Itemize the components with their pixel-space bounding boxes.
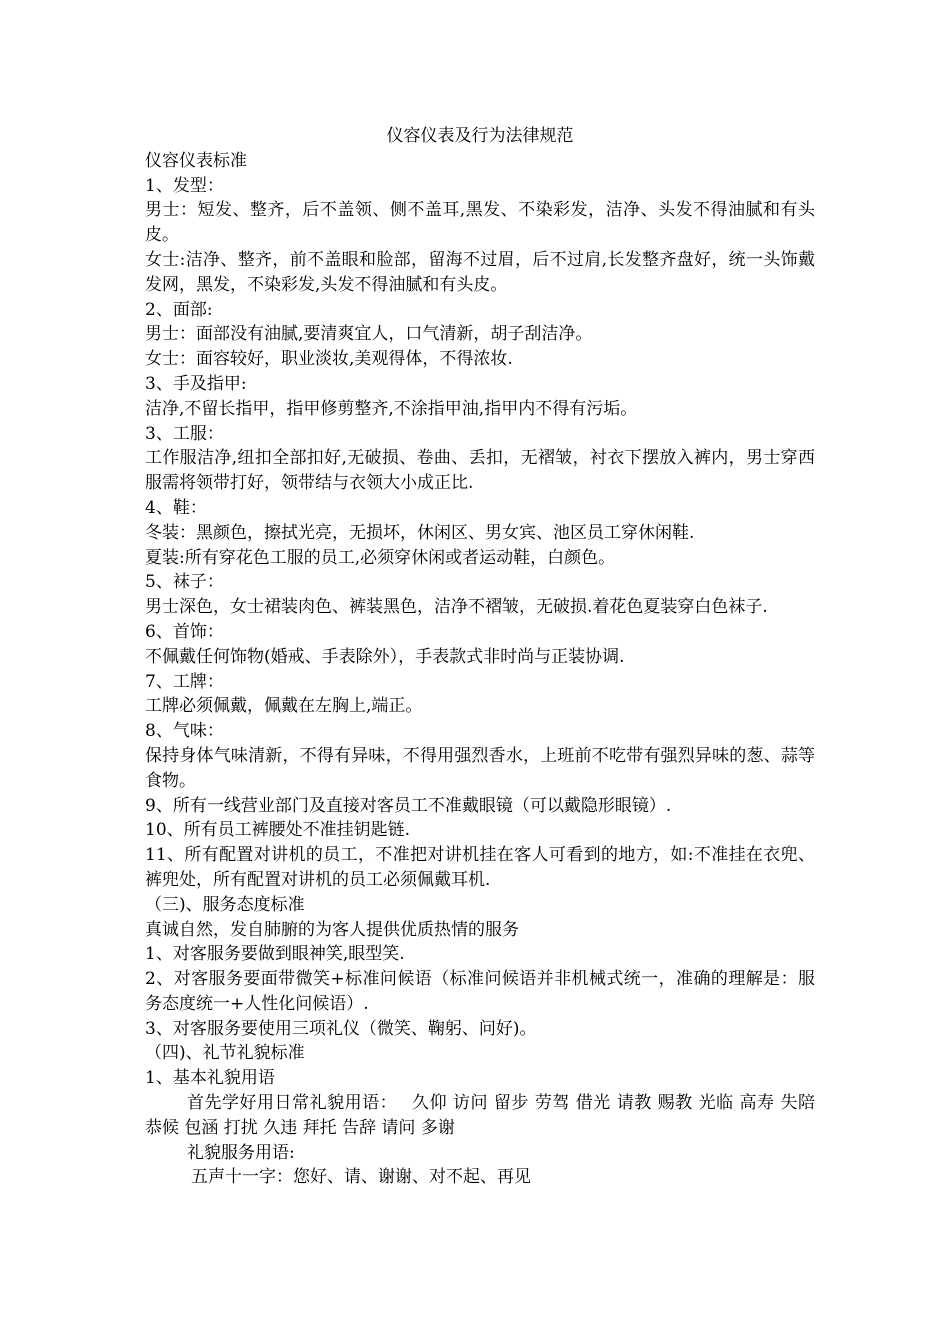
paragraph: 工作服洁净,纽扣全部扣好,无破损、卷曲、丢扣，无褶皱，衬衣下摆放入裤内，男士穿西服需将领带打好，领带结与衣领大小成正比.: [145, 448, 815, 494]
paragraph: 女士:洁净、整齐，前不盖眼和脸部，留海不过眉，后不过肩,长发整齐盘好，统一头饰戴发网，黑发，不染彩发,头发不得油腻和有头皮。: [145, 249, 815, 295]
item-heading: 3、手及指甲:: [145, 373, 247, 394]
paragraph: 洁净,不留长指甲，指甲修剪整齐,不涂指甲油,指甲内不得有污垢。: [145, 398, 638, 419]
paragraph: 女士：面容较好，职业淡妆,美观得体，不得浓妆.: [145, 349, 513, 370]
item-heading: 1、基本礼貌用语: [145, 1068, 275, 1089]
paragraph: 3、对客服务要使用三项礼仪（微笑、鞠躬、问好)。: [145, 1018, 537, 1039]
item-heading: 6、首饰：: [145, 621, 224, 642]
section-heading: 仪容仪表标准: [145, 150, 247, 171]
service-words-heading: 礼貌服务用语:: [187, 1142, 295, 1163]
paragraph: 夏装:所有穿花色工服的员工,必须穿休闲或者运动鞋，白颜色。: [145, 547, 616, 568]
paragraph: 9、所有一线营业部门及直接对客员工不准戴眼镜（可以戴隐形眼镜）.: [145, 795, 672, 816]
item-heading: 8、气味：: [145, 721, 224, 742]
section-heading: （四)、礼节礼貌标准: [145, 1043, 305, 1064]
item-heading: 7、工牌：: [145, 671, 224, 692]
paragraph: 不佩戴任何饰物(婚戒、手表除外），手表款式非时尚与正装协调.: [145, 646, 625, 667]
five-words-paragraph: 五声十一字：您好、请、谢谢、对不起、再见: [191, 1167, 531, 1188]
document-title: 仪容仪表及行为法律规范: [386, 126, 574, 146]
paragraph: 冬装：黑颜色，擦拭光亮，无损坏，休闲区、男女宾、池区员工穿休闲鞋.: [145, 522, 695, 543]
paragraph: 11、所有配置对讲机的员工，不准把对讲机挂在客人可看到的地方，如:不准挂在衣兜、裤兜处，所有配置对讲机的员工必须佩戴耳机.: [145, 845, 815, 890]
document-body: [145, 124, 815, 1190]
paragraph: 男士：短发、整齐，后不盖领、侧不盖耳,黑发、不染彩发，洁净、头发不得油腻和有头皮。: [145, 200, 815, 246]
item-heading: 1、发型：: [145, 175, 224, 196]
section-heading: （三)、服务态度标准: [145, 894, 305, 915]
paragraph: 1、对客服务要做到眼神笑,眼型笑.: [145, 944, 405, 965]
paragraph: 男士深色，女士裙装肉色、裤装黑色，洁净不褶皱，无破损.着花色夏装穿白色袜子.: [145, 597, 768, 618]
item-heading: 2、面部:: [145, 299, 213, 320]
paragraph: 保持身体气味清新，不得有异味，不得用强烈香水，上班前不吃带有强烈异味的葱、蒜等食物。: [145, 745, 815, 791]
item-heading: 5、袜子：: [145, 572, 224, 593]
paragraph: 男士：面部没有油腻,要清爽宜人，口气清新，胡子刮洁净。: [145, 324, 593, 345]
paragraph: 2、对客服务要面带微笑+标准问候语（标准问候语并非机械式统一，准确的理解是：服务态度统一+人性化问候语）.: [145, 969, 815, 1014]
polite-words-paragraph: 首先学好用日常礼貌用语： 久仰 访问 留步 劳驾 借光 请教 赐教 光临 高寿 失陪 恭候 包涵 打扰 久违 拜托 告辞 请问 多谢: [145, 1093, 815, 1138]
paragraph: 真诚自然，发自肺腑的为客人提供优质热情的服务: [145, 919, 519, 940]
item-heading: 3、工服：: [145, 423, 224, 444]
paragraph: 工牌必须佩戴，佩戴在左胸上,端正。: [145, 696, 423, 717]
paragraph: 10、所有员工裤腰处不准挂钥匙链.: [145, 820, 411, 841]
item-heading: 4、鞋：: [145, 497, 207, 518]
